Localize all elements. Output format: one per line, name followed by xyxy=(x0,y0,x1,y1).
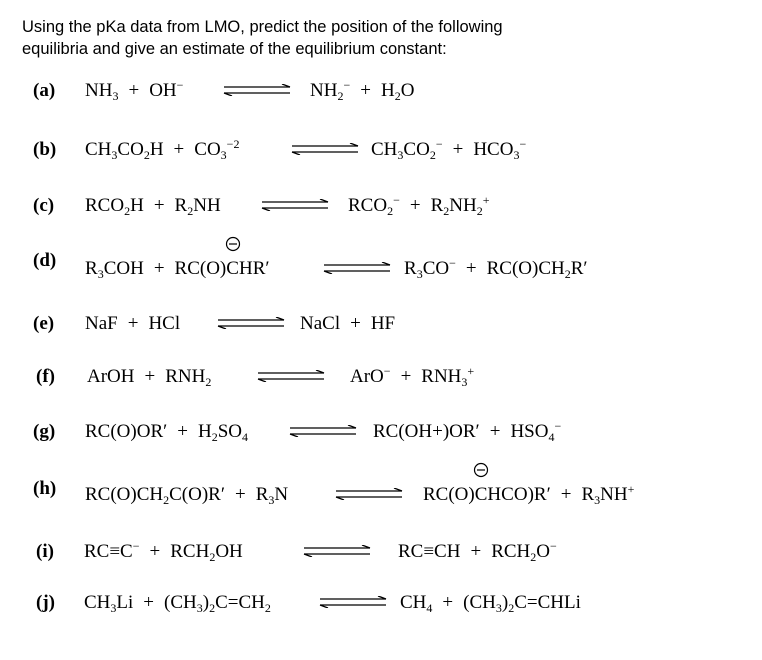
reactants-c: $RCO_2H + R_2NH$ xyxy=(85,195,221,218)
equilibrium-arrow-icon xyxy=(260,199,330,211)
products-d: $R_3CO^- + RC(O)CH_2R'$ xyxy=(404,256,588,281)
reactants-h: $RC(O)CH_2C(O)R' + R_3N$ xyxy=(85,484,289,507)
equilibrium-arrow-icon xyxy=(222,84,292,96)
reactants-j: $CH_3Li + (CH_3)_2C=CH_2$ xyxy=(84,592,271,615)
carbanion-charge-icon xyxy=(473,462,489,484)
reactants-f: ArOH + $RNH_2$ xyxy=(87,366,212,389)
equilibrium-arrow-icon xyxy=(318,596,388,608)
products-f: $ArO^- + RNH_3^+$ xyxy=(350,364,475,389)
reactants-a: $NH_3 + OH^-$ xyxy=(85,78,184,103)
equilibrium-arrow-icon xyxy=(290,143,360,155)
label-d: (d) xyxy=(33,250,57,271)
label-h: (h) xyxy=(33,478,57,499)
products-i: $RC\equiv CH + RCH_2O^-$ xyxy=(398,539,557,564)
products-a: $NH_2^- + H_2O$ xyxy=(310,78,415,103)
products-e: NaCl + HF xyxy=(300,313,396,334)
equilibrium-arrow-icon xyxy=(216,317,286,329)
instructions-line-1: Using the pKa data from LMO, predict the position of the following xyxy=(22,18,503,36)
label-i: (i) xyxy=(36,541,54,562)
products-h: RC(O) CHCO)R′ + $R_3NH^+$ xyxy=(423,484,634,506)
reactants-i: $RC\equiv C^- + RCH_2OH$ xyxy=(84,539,243,564)
equilibrium-arrow-icon xyxy=(256,370,326,382)
label-j: (j) xyxy=(36,592,55,613)
products-b: $CH_3CO_2^- + HCO_3^-$ xyxy=(371,137,527,162)
instructions-line-2: equilibria and give an estimate of the equilibrium constant: xyxy=(22,40,447,58)
reactants-e: NaF + HCl xyxy=(85,313,181,334)
label-c: (c) xyxy=(33,195,55,216)
label-f: (f) xyxy=(36,366,55,387)
reactants-b: $CH_3CO_2H + CO_3^{-2}$ xyxy=(85,137,240,162)
products-c: $RCO_2^- + R_2NH_2^+$ xyxy=(348,193,490,218)
reactants-d: $R_3COH + RC(O)$ CHR′ xyxy=(85,258,270,280)
label-a: (a) xyxy=(33,80,56,101)
carbanion-charge-icon xyxy=(225,236,241,258)
label-b: (b) xyxy=(33,139,57,160)
instructions xyxy=(22,16,722,60)
products-j: $CH_4$ + $(CH_3)_2C=CHLi$ xyxy=(400,592,581,615)
equilibrium-arrow-icon xyxy=(302,545,372,557)
equilibrium-arrow-icon xyxy=(322,262,392,274)
equilibrium-arrow-icon xyxy=(334,488,404,500)
equilibrium-arrow-icon xyxy=(288,425,358,437)
label-e: (e) xyxy=(33,313,55,334)
label-g: (g) xyxy=(33,421,56,442)
reactants-g: $RC(O)OR' + H_2SO_4$ xyxy=(85,421,249,444)
products-g: $RC(OH+)OR' + HSO_4^-$ xyxy=(373,419,562,444)
